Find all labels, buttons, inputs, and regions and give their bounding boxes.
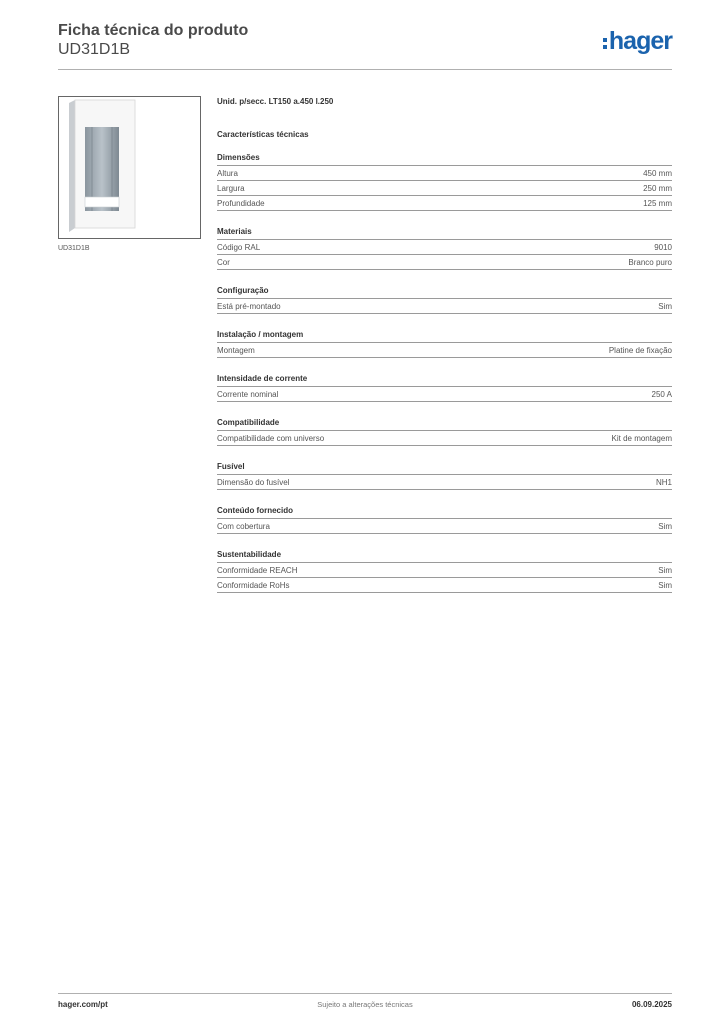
spec-value: 9010 [654,243,672,252]
logo-dots-icon [603,38,607,49]
product-name: Unid. p/secc. LT150 a.450 l.250 [217,97,334,106]
spec-group [217,152,672,211]
spec-group-title: Fusível [217,461,672,475]
spec-row [217,475,672,490]
spec-row [217,387,672,402]
spec-value: Sim [658,302,672,311]
spec-row [217,196,672,211]
spec-group-title: Materiais [217,226,672,240]
spec-label: Compatibilidade com universo [217,434,325,443]
spec-row [217,431,672,446]
spec-group-title: Instalação / montagem [217,329,672,343]
spec-row [217,299,672,314]
footer-website[interactable]: hager.com/pt [58,1000,108,1009]
spec-label: Cor [217,258,230,267]
spec-group-title: Dimensões [217,152,672,166]
spec-group [217,417,672,446]
spec-value: 450 mm [643,169,672,178]
spec-label: Está pré-montado [217,302,281,311]
spec-row [217,519,672,534]
spec-label: Com cobertura [217,522,270,531]
spec-row [217,181,672,196]
spec-value: Sim [658,581,672,590]
spec-row [217,563,672,578]
spec-label: Profundidade [217,199,265,208]
footer-disclaimer: Sujeito a alterações técnicas [317,1000,413,1009]
spec-row [217,240,672,255]
spec-group-title: Sustentabilidade [217,549,672,563]
spec-label: Altura [217,169,238,178]
spec-value: Sim [658,566,672,575]
spec-group [217,549,672,593]
spec-label: Código RAL [217,243,261,252]
spec-group [217,373,672,402]
spec-row [217,578,672,593]
spec-group [217,329,672,358]
spec-row [217,255,672,270]
spec-value: Platine de fixação [608,346,672,355]
spec-group-title: Configuração [217,285,672,299]
spec-value: NH1 [655,478,672,487]
footer-date: 06.09.2025 [631,1000,672,1009]
spec-label: Conformidade REACH [217,566,298,575]
spec-groups [217,152,672,593]
spec-group [217,461,672,490]
logo-text: hager [608,27,672,55]
image-caption: UD31D1B [58,245,90,252]
specs-section [217,96,672,593]
product-image [58,96,201,239]
spec-group-title: Intensidade de corrente [217,373,672,387]
spec-label: Dimensão do fusível [217,478,290,487]
spec-label: Corrente nominal [217,390,279,399]
page-header [58,22,672,70]
product-code: UD31D1B [58,41,131,58]
spec-label: Conformidade RoHs [217,581,290,590]
spec-value: 250 mm [643,184,672,193]
specs-heading: Características técnicas [217,130,309,139]
page-title: Ficha técnica do produto [58,22,249,39]
spec-group-title: Compatibilidade [217,417,672,431]
spec-value: 125 mm [643,199,672,208]
spec-group-title: Conteúdo fornecido [217,505,672,519]
spec-label: Montagem [217,346,255,355]
spec-group [217,285,672,314]
page-footer [58,993,672,1015]
spec-value: 250 A [651,390,672,399]
spec-label: Largura [217,184,245,193]
hager-logo [603,28,672,54]
spec-group [217,226,672,270]
spec-value: Branco puro [628,258,672,267]
enclosure-image-icon [59,97,200,238]
spec-row [217,343,672,358]
spec-value: Kit de montagem [611,434,672,443]
spec-row [217,166,672,181]
spec-value: Sim [658,522,672,531]
spec-group [217,505,672,534]
